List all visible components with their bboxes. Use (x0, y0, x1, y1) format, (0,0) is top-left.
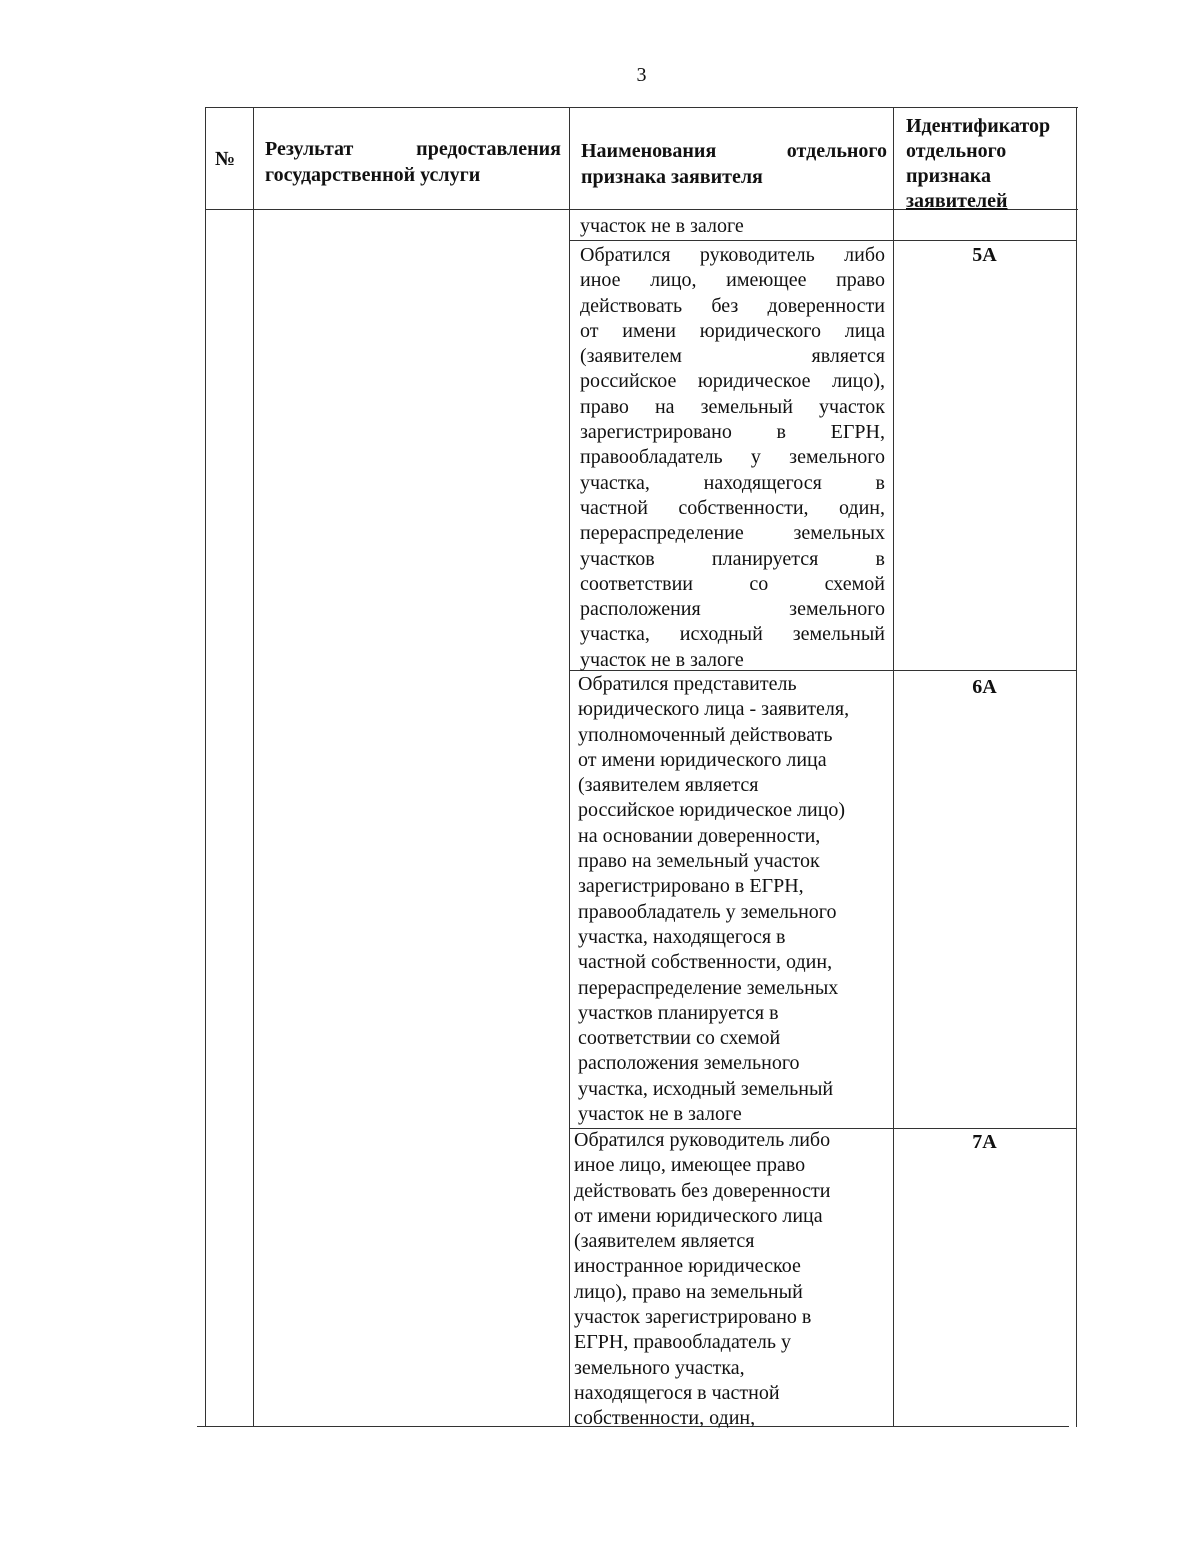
description-line: частной собственности, один, (580, 496, 885, 519)
description-line: на основании доверенности, (578, 824, 821, 847)
description-line: правообладатель у земельного (578, 900, 837, 923)
description-line: зарегистрировано в ЕГРН, (578, 875, 804, 898)
description-line: участка, находящегося в (580, 471, 885, 494)
description-line: соответствии со схемой (580, 572, 885, 595)
col-border-right (1076, 107, 1077, 1427)
description-line: участка, исходный земельный (578, 1077, 834, 1100)
description-line: участок не в залоге (578, 1103, 742, 1126)
description-line: иное лицо, имеющее право (580, 269, 885, 292)
description-line: от имени юридического лица (578, 748, 827, 771)
description-line: правообладатель у земельного (580, 446, 885, 469)
description-line: уполномоченный действовать (578, 723, 833, 746)
row-5a-id: 5А (972, 244, 997, 266)
description-line: иное лицо, имеющее право (574, 1154, 806, 1177)
description-line: (заявителем является (580, 345, 885, 368)
description-line: (заявителем является (574, 1230, 755, 1253)
description-line: участок не в залоге (580, 648, 744, 671)
row-continuation-text: участок не в залоге (580, 215, 744, 237)
description-line: Обратился руководитель либо (574, 1129, 831, 1151)
description-line: действовать без доверенности (580, 294, 885, 317)
col-border-num (253, 107, 254, 1427)
header-name-line1: Наименования отдельного (581, 140, 887, 162)
description-line: участка, находящегося в (578, 925, 786, 948)
description-line: частной собственности, один, (578, 951, 833, 974)
description-line: находящегося в частной (574, 1381, 780, 1404)
description-line: действовать без доверенности (574, 1179, 831, 1202)
description-line: перераспределение земельных (580, 522, 885, 545)
description-line: расположения земельного (578, 1052, 800, 1075)
description-line: земельного участка, (574, 1356, 745, 1379)
description-line: участков планируется в (580, 547, 885, 570)
description-line: лицо), право на земельный (574, 1280, 803, 1303)
header-id-line3: признака (906, 165, 991, 187)
header-result (265, 136, 561, 188)
description-line: от имени юридического лица (580, 319, 885, 342)
description-line: (заявителем является (578, 774, 759, 797)
header-id (906, 114, 1050, 214)
description-line: российское юридическое лицо) (578, 799, 846, 822)
row-5a-description (580, 243, 885, 673)
description-line: право на земельный участок (578, 850, 820, 873)
description-line: расположения земельного (580, 598, 885, 621)
description-line: юридического лица - заявителя, (578, 698, 850, 721)
description-line: право на земельный участок (580, 395, 885, 418)
col-border-left (205, 107, 206, 1427)
header-num: № (215, 148, 236, 170)
row-7a-description (574, 1128, 874, 1432)
col-border-result (569, 107, 570, 1427)
description-line: участков планируется в (578, 1001, 779, 1024)
row-6a-id: 6А (972, 676, 997, 698)
header-id-line1: Идентификатор (906, 115, 1051, 137)
description-line: участок зарегистрировано в (574, 1306, 812, 1329)
header-name (581, 138, 887, 190)
description-line: Обратился представитель (578, 673, 797, 695)
row-separator-continuation (569, 240, 1076, 241)
header-name-line2: признака заявителя (581, 166, 763, 188)
description-line: иностранное юридическое (574, 1255, 801, 1278)
description-line: перераспределение земельных (578, 976, 839, 999)
description-line: участка, исходный земельный (580, 623, 885, 646)
header-result-line2: государственной услуги (265, 164, 481, 186)
description-line: зарегистрировано в ЕГРН, (580, 421, 885, 444)
description-line: собственности, один, (574, 1407, 756, 1430)
col-border-name (893, 107, 894, 1427)
row-7a-id: 7А (972, 1131, 997, 1153)
header-id-line2: отдельного (906, 140, 1007, 162)
description-line: российское юридическое лицо), (580, 370, 885, 393)
table-top-border (205, 107, 1078, 108)
description-line: Обратился руководитель либо (580, 244, 885, 266)
description-line: соответствии со схемой (578, 1027, 781, 1050)
row-6a-description (578, 672, 878, 1127)
description-line: ЕГРН, правообладатель у (574, 1331, 792, 1354)
header-id-line4: заявителей (906, 190, 1008, 212)
description-line: от имени юридического лица (574, 1204, 823, 1227)
page-number: 3 (636, 64, 647, 86)
header-result-line1: Результат предоставления (265, 138, 561, 160)
